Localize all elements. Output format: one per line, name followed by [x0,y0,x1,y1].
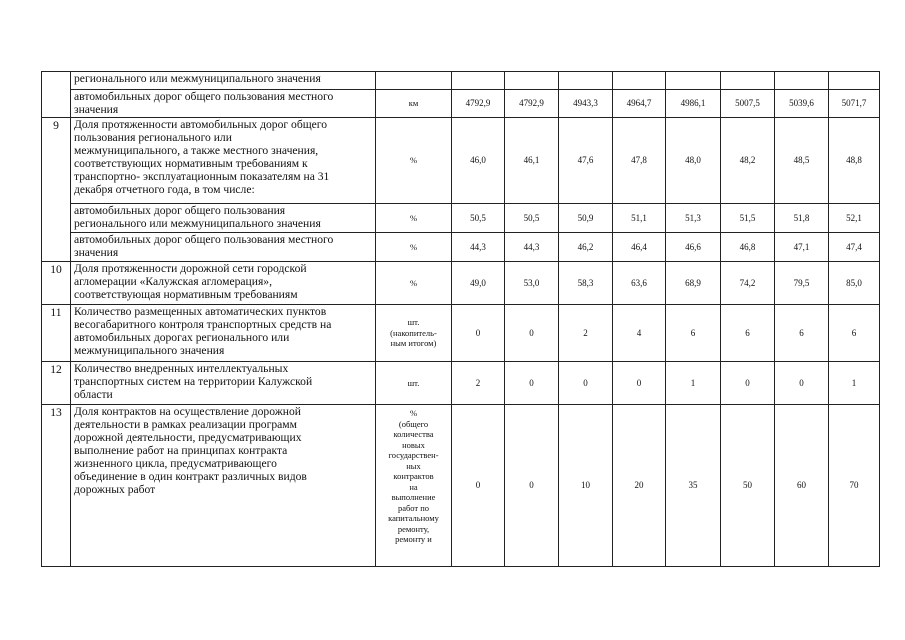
value-cell: 58,3 [559,262,613,305]
value-cell: 4792,9 [452,90,505,118]
value-cell: 1 [829,362,880,405]
value-cell: 51,8 [775,204,829,233]
value-cell: 4943,3 [559,90,613,118]
unit-of-measure: шт. [376,362,452,405]
value-cell: 10 [559,405,613,567]
value-cell: 2 [452,362,505,405]
table-row [42,204,880,233]
value-cell: 1 [666,362,721,405]
table-body [42,72,880,567]
value-cell: 70 [829,405,880,567]
value-cell: 48,5 [775,118,829,204]
value-cell: 5071,7 [829,90,880,118]
value-cell: 51,1 [613,204,666,233]
table-row [42,118,880,204]
value-cell: 85,0 [829,262,880,305]
indicator-description: Доля протяженности дорожной сети городской агломерации «Калужская агломерация», соответствующая нормативным требованиям [71,262,376,305]
value-cell: 44,3 [452,233,505,262]
value-cell: 50,5 [505,204,559,233]
value-cell [559,72,613,90]
value-cell: 6 [775,305,829,362]
value-cell: 50 [721,405,775,567]
value-cell: 4964,7 [613,90,666,118]
indicator-description: автомобильных дорог общего пользования местного значения [71,233,376,262]
value-cell [829,72,880,90]
indicator-description: регионального или межмуниципального значения [71,72,376,90]
indicators-table [41,71,880,567]
value-cell: 0 [559,362,613,405]
value-cell: 0 [721,362,775,405]
row-number: 10 [42,262,71,305]
value-cell [505,72,559,90]
indicator-description: автомобильных дорог общего пользования местного значения [71,90,376,118]
value-cell: 46,1 [505,118,559,204]
unit-of-measure: шт. (накопитель- ным итогом) [376,305,452,362]
table-row [42,262,880,305]
row-number [42,72,71,118]
value-cell [613,72,666,90]
value-cell: 48,0 [666,118,721,204]
row-number: 9 [42,118,71,262]
value-cell: 46,0 [452,118,505,204]
row-number: 13 [42,405,71,567]
value-cell: 47,1 [775,233,829,262]
value-cell: 74,2 [721,262,775,305]
value-cell: 48,8 [829,118,880,204]
indicator-description: Доля контрактов на осуществление дорожной деятельности в рамках реализации программ дорожной деятельности, предусматривающих выполнение работ на принципах контракта жизненного цикла, предусматривающего объединение в один контракт различных видов дорожных работ [71,405,376,567]
value-cell: 0 [613,362,666,405]
table-row [42,90,880,118]
value-cell: 0 [505,405,559,567]
table-row [42,72,880,90]
indicator-description: Количество внедренных интеллектуальных транспортных систем на территории Калужской области [71,362,376,405]
value-cell: 46,8 [721,233,775,262]
indicator-description: автомобильных дорог общего пользования регионального или межмуниципального значения [71,204,376,233]
value-cell [775,72,829,90]
value-cell: 0 [505,305,559,362]
value-cell: 50,5 [452,204,505,233]
value-cell: 79,5 [775,262,829,305]
value-cell: 5039,6 [775,90,829,118]
value-cell: 46,4 [613,233,666,262]
value-cell: 6 [829,305,880,362]
value-cell: 4 [613,305,666,362]
value-cell: 0 [775,362,829,405]
unit-of-measure: % [376,233,452,262]
value-cell: 47,6 [559,118,613,204]
value-cell: 2 [559,305,613,362]
value-cell: 5007,5 [721,90,775,118]
value-cell: 47,4 [829,233,880,262]
value-cell: 0 [505,362,559,405]
value-cell: 60 [775,405,829,567]
table-row [42,233,880,262]
table-row [42,405,880,567]
value-cell: 35 [666,405,721,567]
value-cell [721,72,775,90]
value-cell: 48,2 [721,118,775,204]
unit-of-measure [376,72,452,90]
value-cell: 50,9 [559,204,613,233]
table-row [42,362,880,405]
unit-of-measure: % (общего количества новых государствен- ных контрактов на выполнение работ по капитальному ремонту, ремонту и [376,405,452,567]
row-number: 11 [42,305,71,362]
value-cell: 20 [613,405,666,567]
indicator-description: Доля протяженности автомобильных дорог общего пользования регионального или межмуниципального, а также местного значения, соответствующих нормативным требованиям к транспортно- эксплуатационным показателям на 31 декабря отчетного года, в том числе: [71,118,376,204]
value-cell: 49,0 [452,262,505,305]
value-cell: 53,0 [505,262,559,305]
value-cell [666,72,721,90]
value-cell: 47,8 [613,118,666,204]
unit-of-measure: % [376,204,452,233]
value-cell: 63,6 [613,262,666,305]
row-number: 12 [42,362,71,405]
value-cell: 6 [666,305,721,362]
unit-of-measure: % [376,262,452,305]
value-cell [452,72,505,90]
value-cell: 6 [721,305,775,362]
value-cell: 52,1 [829,204,880,233]
table-row [42,305,880,362]
value-cell: 0 [452,305,505,362]
value-cell: 46,2 [559,233,613,262]
indicator-description: Количество размещенных автоматических пунктов весогабаритного контроля транспортных средств на автомобильных дорогах регионального или межмуниципального значения [71,305,376,362]
value-cell: 4986,1 [666,90,721,118]
unit-of-measure: % [376,118,452,204]
value-cell: 51,3 [666,204,721,233]
value-cell: 4792,9 [505,90,559,118]
value-cell: 44,3 [505,233,559,262]
value-cell: 68,9 [666,262,721,305]
value-cell: 46,6 [666,233,721,262]
unit-of-measure: км [376,90,452,118]
value-cell: 51,5 [721,204,775,233]
value-cell: 0 [452,405,505,567]
